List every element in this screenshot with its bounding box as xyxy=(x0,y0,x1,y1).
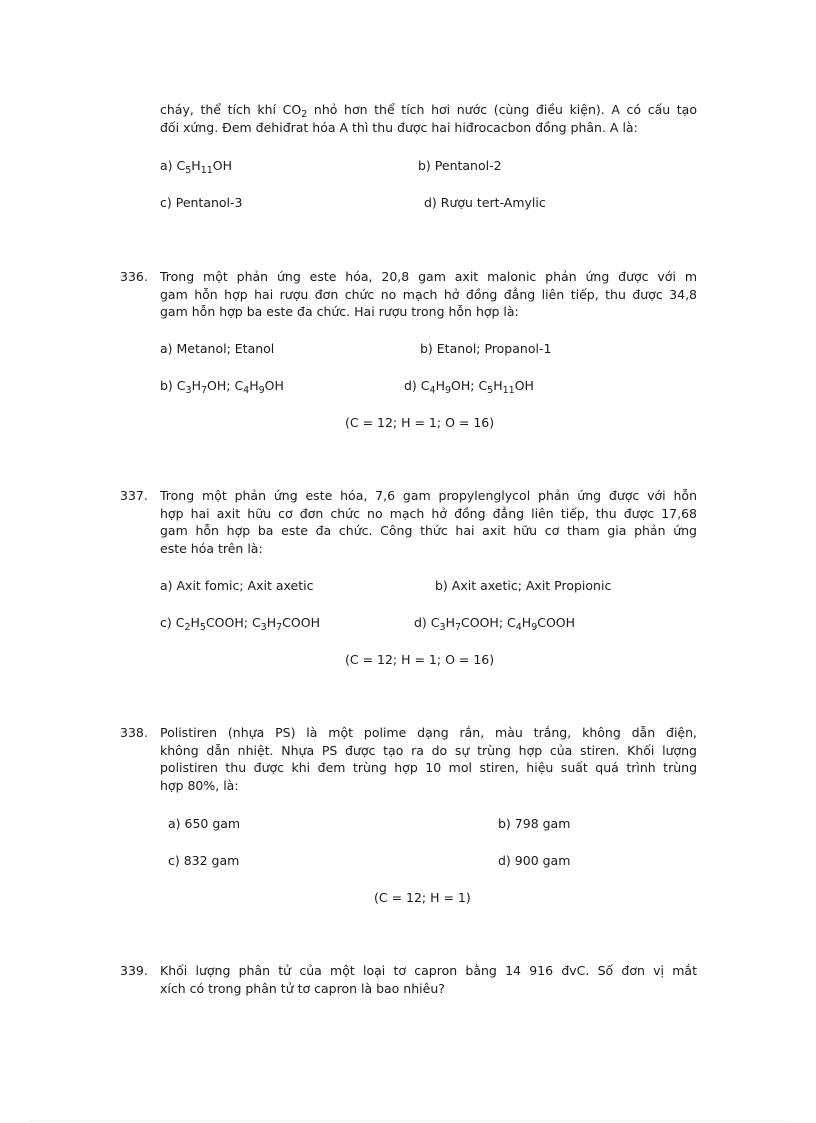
q337-atomic-masses: (C = 12; H = 1; O = 16) xyxy=(345,652,495,667)
q338-atomic-masses: (C = 12; H = 1) xyxy=(374,890,471,905)
question-line: gam hỗn hợp hai rượu đơn chức no mạch hở đồng đẳng liên tiếp, thu được 34,8 xyxy=(160,286,697,302)
intro-line-2: đối xứng. Đem đehiđrat hóa A thì thu được hai hiđrocacbon đồng phân. A là: xyxy=(160,119,638,135)
q336-option-d: d) $C_4H_9OH$; $C_5H_{11}OH$ xyxy=(404,378,534,396)
intro-option-b: b) Pentanol-2 xyxy=(418,158,502,173)
q337-option-b: b) Axit axetic; Axit Propionic xyxy=(435,578,612,593)
question-line: hợp hai axit hữu cơ đơn chức no mạch hở đồng đẳng liên tiếp, thu được 17,68 xyxy=(160,505,697,521)
question-line: không dẫn nhiệt. Nhựa PS được tạo ra do sự trùng hợp của stiren. Khối lượng xyxy=(160,742,697,758)
question-line: gam hỗn hợp ba este đa chức. Công thức hai axit hữu cơ tham gia phản ứng xyxy=(160,523,697,538)
question-line: xích có trong phân tử tơ capron là bao nhiêu? xyxy=(160,980,445,996)
intro-line-1: cháy, thể tích khí $CO_2$ nhỏ hơn thể tích hơi nước (cùng điều kiện). A có cấu tạo xyxy=(160,102,697,120)
q337-option-d: d) $C_3H_7COOH$; $C_4H_9COOH$ xyxy=(414,615,576,633)
q337-option-a: a) Axit fomic; Axit axetic xyxy=(160,578,314,593)
question-line: Trong một phản ứng este hóa, 7,6 gam propylenglycol phản ứng được với hỗn xyxy=(160,488,697,503)
page-bottom-divider xyxy=(30,1120,786,1121)
question-339-text xyxy=(160,962,697,997)
question-number-336: 336. xyxy=(120,269,148,284)
question-number-339: 339. xyxy=(120,963,148,978)
q336-atomic-masses: (C = 12; H = 1; O = 16) xyxy=(345,415,495,430)
question-line: Trong một phản ứng este hóa, 20,8 gam axit malonic phản ứng được với m xyxy=(160,269,697,284)
question-line: gam hỗn hợp ba este đa chức. Hai rượu trong hỗn hợp là: xyxy=(160,304,519,319)
q336-option-b: b) Etanol; Propanol-1 xyxy=(420,341,552,356)
question-338-text xyxy=(160,724,697,794)
question-336-text xyxy=(160,268,697,321)
q336-option-a: a) Metanol; Etanol xyxy=(160,341,275,356)
q338-option-a: a) 650 gam xyxy=(168,816,241,831)
q338-option-b: b) 798 gam xyxy=(498,816,571,831)
q338-option-d: d) 900 gam xyxy=(498,853,571,868)
question-line: polistiren thu được khi đem trùng hợp 10 mol stiren, hiệu suất quá trình trùng xyxy=(160,760,697,775)
intro-paragraph xyxy=(160,101,697,136)
q336-option-c: b) $C_3H_7OH$; $C_4H_9OH$ xyxy=(160,378,284,396)
q337-option-c: c) $C_2H_5COOH$; $C_3H_7COOH$ xyxy=(160,615,320,633)
question-line: Khối lượng phân tử của một loại tơ capron bằng 14 916 đvC. Số đơn vị mắt xyxy=(160,963,697,978)
intro-option-d: d) Rượu tert-Amylic xyxy=(424,195,546,210)
intro-option-a: a) $C_5H_{11}OH$ xyxy=(160,158,233,176)
question-line: hợp 80%, là: xyxy=(160,777,239,793)
question-line: este hóa trên là: xyxy=(160,540,263,556)
intro-option-c: c) Pentanol-3 xyxy=(160,195,243,210)
q338-option-c: c) 832 gam xyxy=(168,853,240,868)
question-number-337: 337. xyxy=(120,488,148,503)
question-337-text xyxy=(160,487,697,557)
question-number-338: 338. xyxy=(120,725,148,740)
question-line: Polistiren (nhựa PS) là một polime dạng rắn, màu trắng, không dẫn điện, xyxy=(160,725,697,740)
